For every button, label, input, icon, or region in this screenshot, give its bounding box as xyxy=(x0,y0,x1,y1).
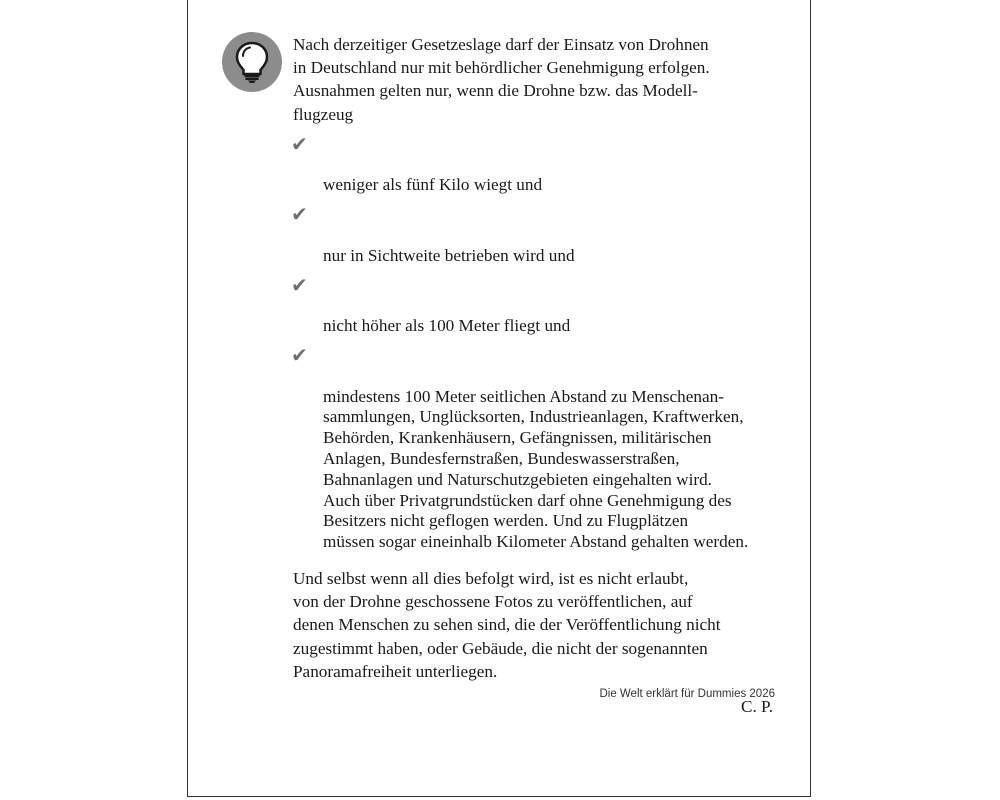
lightbulb-icon xyxy=(222,32,282,92)
lightbulb-icon-graphic xyxy=(232,40,272,84)
page-footer: Die Welt erklärt für Dummies 2026 xyxy=(599,688,775,700)
checklist-item-text: nicht höher als 100 Meter fliegt und xyxy=(323,316,571,336)
tip-content xyxy=(293,33,793,718)
checklist-item-text: nur in Sichtweite betrieben wird und xyxy=(323,245,575,265)
page xyxy=(187,0,811,797)
checkmark-icon: ✔ xyxy=(291,272,308,297)
checklist-item-text: weniger als fünf Kilo wiegt und xyxy=(323,175,543,195)
closing-paragraph: Und selbst wenn all dies befolgt wird, ist es nicht erlaubt, von der Drohne geschossene Fotos zu veröffentlichen, auf denen Menschen zu sehen sind, die der Veröffentlichung nicht zugestimmt haben, oder Gebäude, die nicht der sogenannten Panoramafreiheit unterliegen. xyxy=(293,568,721,681)
checkmark-icon: ✔ xyxy=(291,131,308,156)
checklist xyxy=(291,131,793,553)
checkmark-icon: ✔ xyxy=(291,342,308,367)
checklist-item xyxy=(291,272,793,337)
author-signature: C. P. xyxy=(740,696,773,716)
checklist-item xyxy=(293,204,793,266)
checklist-item xyxy=(291,131,793,196)
checklist-item-text: mindestens 100 Meter seitlichen Abstand zu Menschenan- sammlungen, Unglücksorten, Industrieanlagen, Kraftwerken, Behörden, Krankenhäusern, Gefängnissen, militärischen Anlagen, Bundesfernstraßen, Bundeswasserstraßen, Bahnanlagen und Naturschutzgebieten eingehalten wird. Auch über Privatgrundstücken darf ohne Genehmigung des Besitzers nicht geflogen werden. Und zu Flugplätzen müssen sogar eineinhalb Kilometer Abstand gehalten werden. xyxy=(323,386,749,552)
checklist-item xyxy=(291,342,793,553)
checkmark-icon: ✔ xyxy=(291,202,308,227)
intro-paragraph: Nach derzeitiger Gesetzeslage darf der Einsatz von Drohnen in Deutschland nur mit behördlicher Genehmigung erfolgen. Ausnahmen gelten nur, wenn die Drohne bzw. das Modell- flugzeug xyxy=(293,35,710,124)
